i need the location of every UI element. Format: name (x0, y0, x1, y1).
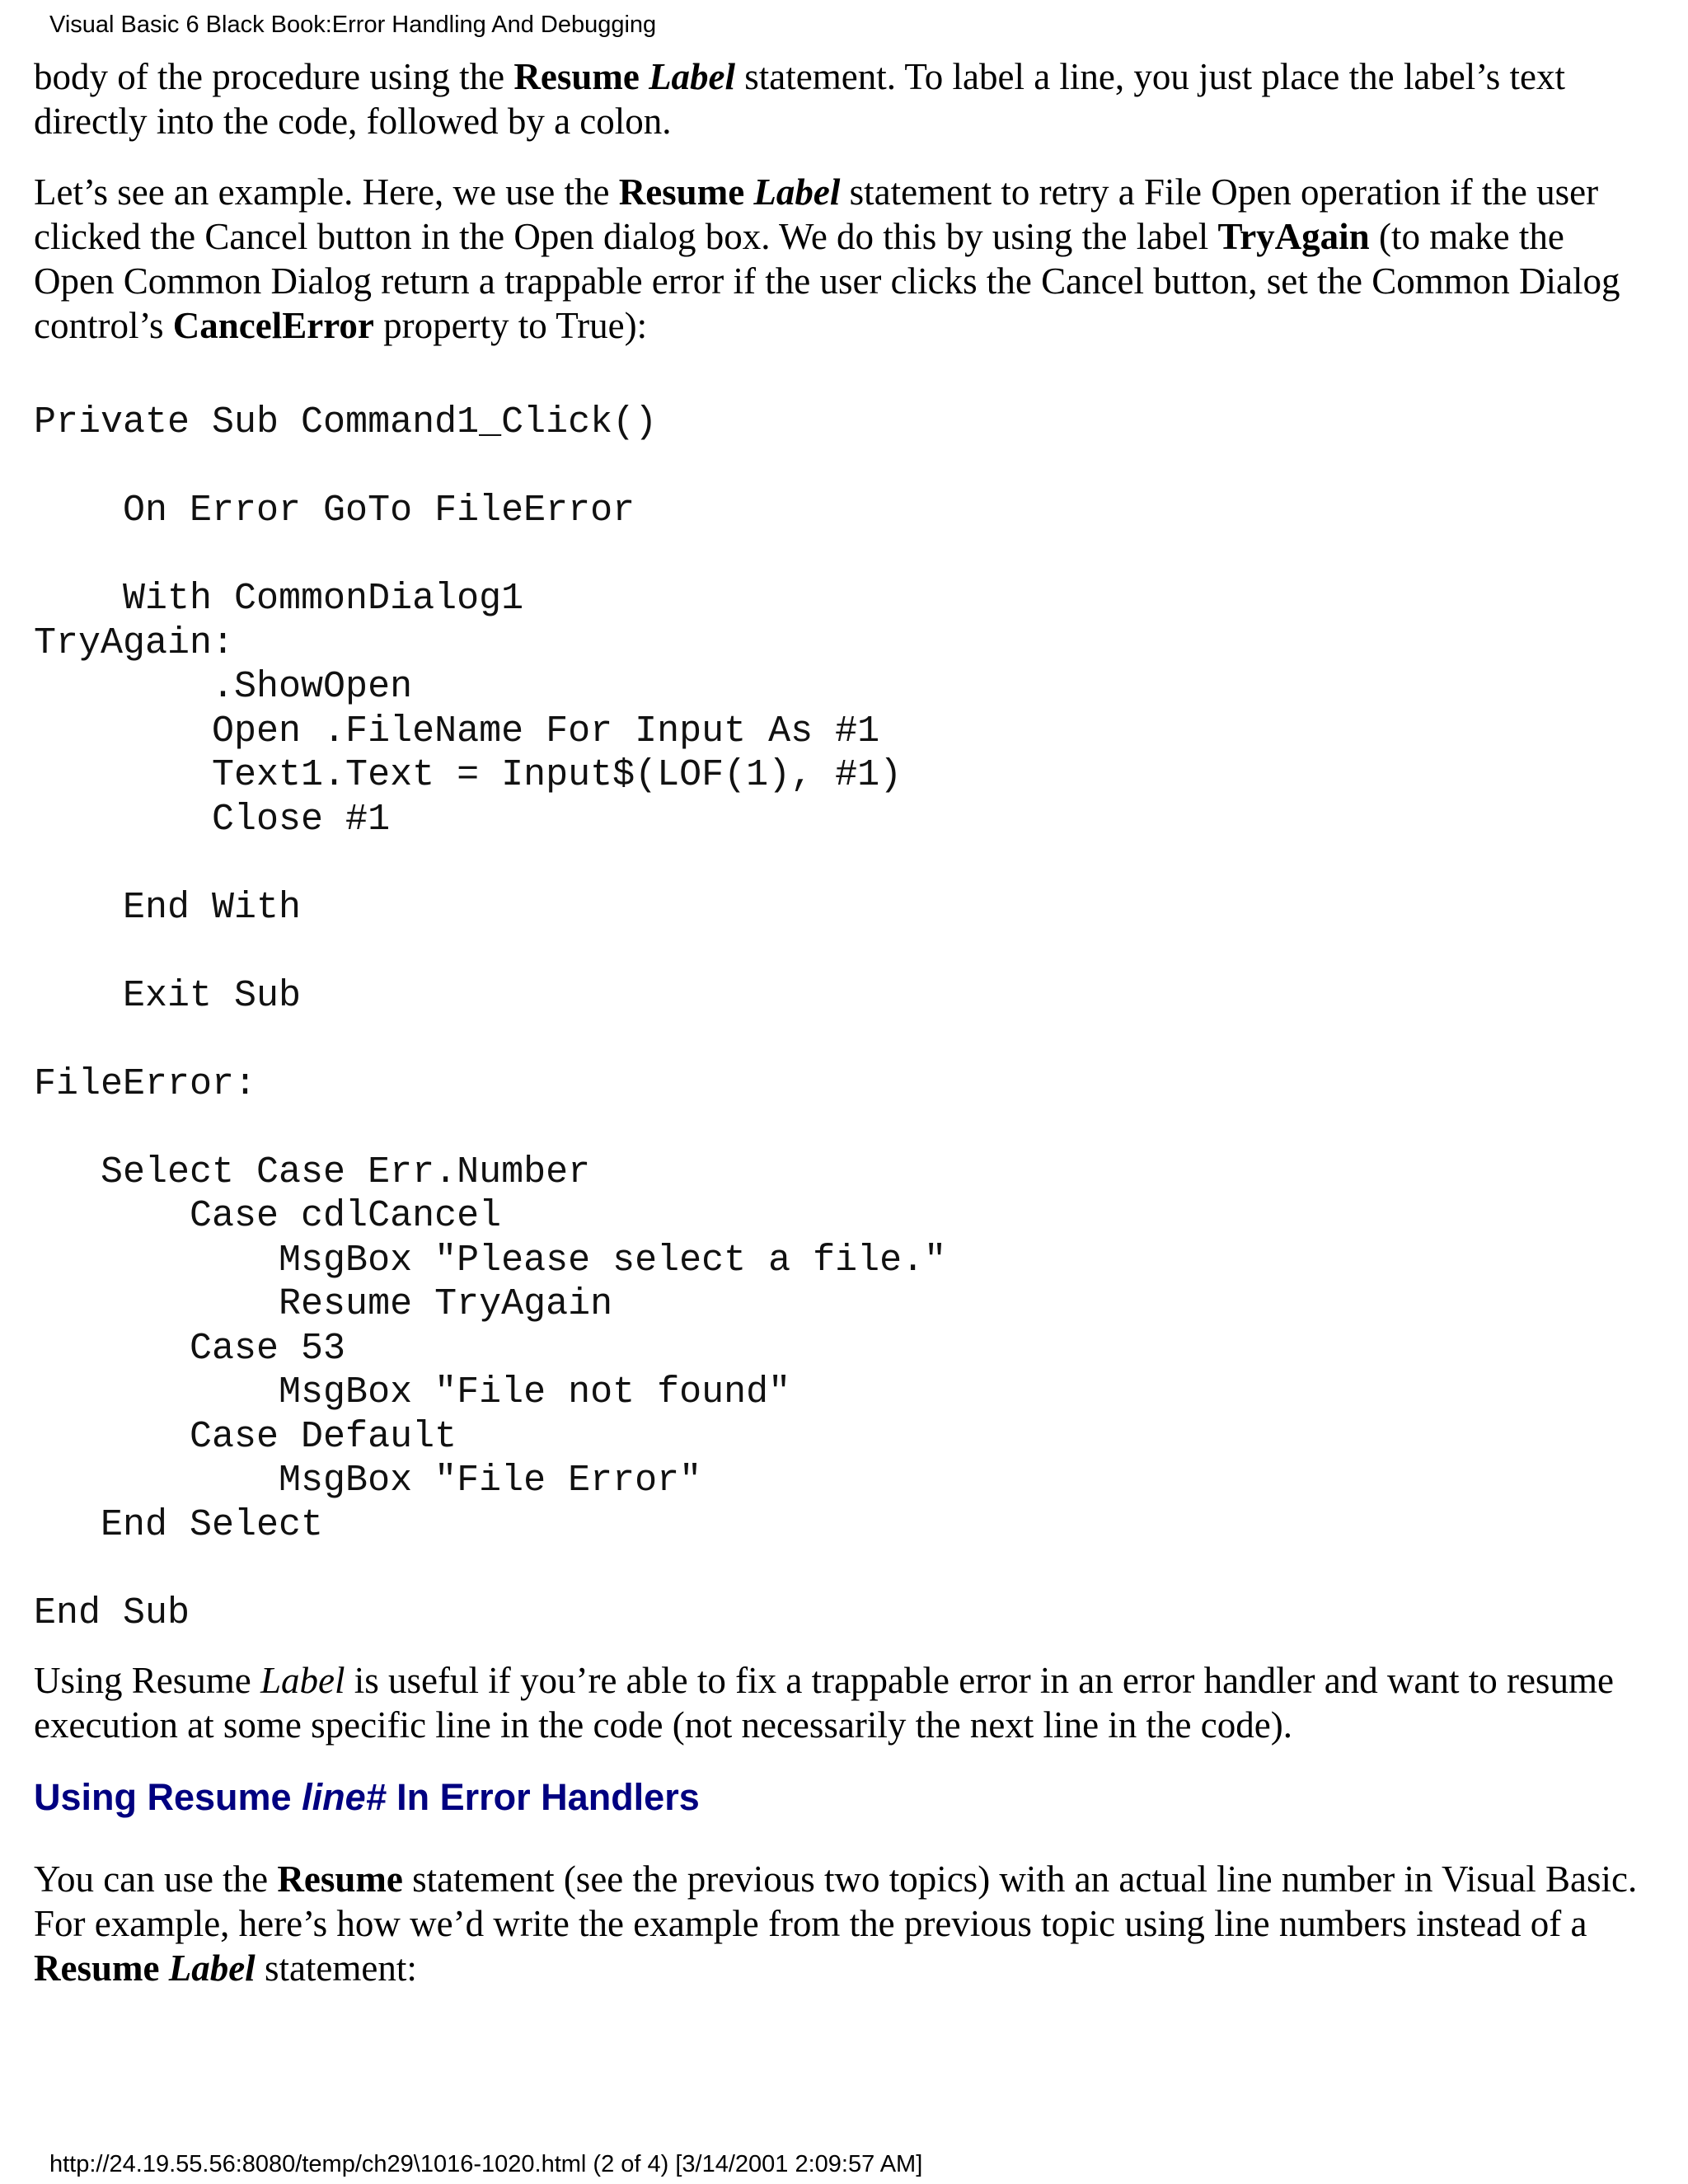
paragraph-example-intro (34, 170, 1649, 348)
code-line: MsgBox "File not found" (34, 1371, 791, 1413)
code-line: Text1.Text = Input$(LOF(1), #1) (34, 754, 903, 796)
text: is useful if you’re able to fix a trappable error in an error handler and want to resume execution at some specific line in the code (not necessarily the next line in the code). (34, 1660, 1614, 1746)
keyword-label: Label (260, 1660, 345, 1701)
code-line: Open .FileName For Input As #1 (34, 710, 880, 752)
keyword-label: Label (649, 56, 736, 97)
page-header: Visual Basic 6 Black Book:Error Handling And Debugging (49, 12, 657, 38)
keyword-resume: Resume (513, 56, 649, 97)
code-line (34, 841, 1649, 886)
keyword-resume: Resume (277, 1858, 403, 1900)
section-heading (34, 1775, 1649, 1820)
code-line: FileError: (34, 1062, 257, 1105)
code-line: Case Default (34, 1415, 457, 1458)
text: You can use the (34, 1858, 278, 1900)
page-footer-url: http://24.19.55.56:8080/temp/ch29\1016-1020.html (2 of 4) [3/14/2001 2:09:57 AM] (49, 2151, 923, 2177)
keyword-resume: Resume (34, 1947, 169, 1989)
page-content (34, 54, 1649, 1990)
heading-text: In Error Handlers (386, 1776, 700, 1818)
code-line: Case 53 (34, 1327, 346, 1370)
text: (to make the Open Common Dialog return a trappable error if the user clicks the Cancel button, set the Common Dialog control’s (34, 216, 1620, 346)
code-line: .ShowOpen (34, 666, 413, 708)
code-line: End Select (34, 1503, 324, 1546)
paragraph-resume-label-intro (34, 54, 1649, 143)
code-listing (34, 401, 1649, 1635)
code-line (34, 445, 1649, 490)
code-line: MsgBox "File Error" (34, 1460, 702, 1502)
code-line (34, 1018, 1649, 1062)
paragraph-resume-label-usefulness (34, 1658, 1649, 1747)
text: body of the procedure using the (34, 56, 514, 97)
text: statement to retry a File Open operation if the user clicked the Cancel button in the Open dialog box. We do this by using the label (34, 171, 1599, 257)
code-line: Select Case Err.Number (34, 1151, 591, 1193)
text: statement. To label a line, you just place the label’s text directly into the code, followed by a colon. (34, 56, 1566, 142)
keyword-label: Label (753, 171, 841, 213)
code-line: Private Sub Command1_Click() (34, 401, 658, 443)
keyword-tryagain: TryAgain (1217, 216, 1370, 257)
code-line: Exit Sub (34, 974, 302, 1017)
code-line (34, 533, 1649, 578)
code-line: With CommonDialog1 (34, 578, 524, 620)
code-line: TryAgain: (34, 621, 235, 664)
code-line (34, 1106, 1649, 1151)
code-line: Close #1 (34, 798, 391, 841)
code-line: On Error GoTo FileError (34, 490, 635, 532)
text: Using Resume (34, 1660, 260, 1701)
keyword-cancelerror: CancelError (172, 305, 374, 346)
code-line (34, 1547, 1649, 1591)
code-line (34, 930, 1649, 974)
code-line: End With (34, 886, 302, 929)
code-line: End Sub (34, 1591, 190, 1634)
text: statement: (255, 1947, 417, 1989)
code-line: Case cdlCancel (34, 1195, 502, 1237)
text: property to True): (373, 305, 648, 346)
keyword-resume: Resume (618, 171, 754, 213)
text: statement (see the previous two topics) with an actual line number in Visual Basic. For example, here’s how we’d write the example from the previous topic using line numbers instead of a (34, 1858, 1638, 1944)
keyword-label: Label (168, 1947, 256, 1989)
code-line: Resume TryAgain (34, 1283, 613, 1325)
code-line: MsgBox "Please select a file." (34, 1239, 947, 1282)
text: Let’s see an example. Here, we use the (34, 171, 619, 213)
heading-text: Using Resume (34, 1776, 302, 1818)
paragraph-resume-line-number (34, 1857, 1649, 1990)
heading-italic: line# (302, 1776, 387, 1818)
